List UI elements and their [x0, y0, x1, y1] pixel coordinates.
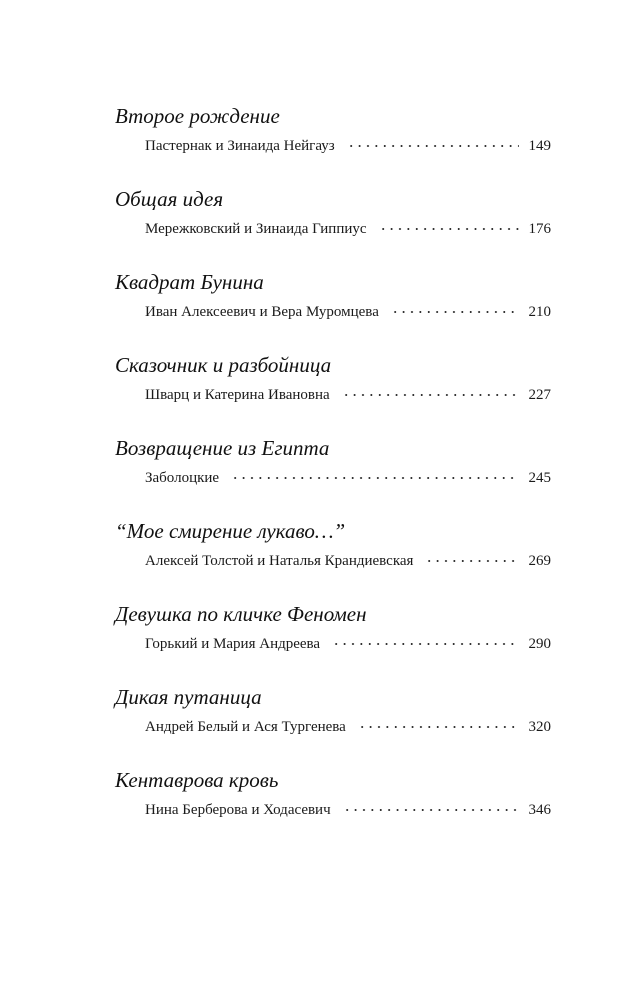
toc-chapter — [0, 352, 644, 422]
toc-entry — [145, 468, 551, 488]
chapter-title: Второе рождение — [115, 104, 280, 128]
chapter-subtitle: Иван Алексеевич и Вера Муромцева — [145, 304, 379, 320]
toc-entry — [145, 800, 551, 820]
chapter-title: “Мое смирение лукаво…” — [115, 519, 346, 543]
toc-chapter — [0, 103, 644, 173]
chapter-title: Кентаврова кровь — [115, 768, 279, 792]
page-number: 210 — [528, 304, 551, 320]
toc-chapter — [0, 601, 644, 671]
chapter-subtitle: Алексей Толстой и Наталья Крандиевская — [145, 553, 414, 569]
page-number: 245 — [528, 470, 551, 486]
toc-chapter — [0, 435, 644, 505]
chapter-subtitle: Горький и Мария Андреева — [145, 636, 321, 652]
toc-entry — [145, 385, 551, 405]
dot-leader — [391, 311, 519, 313]
chapter-subtitle: Пастернак и Зинаида Нейгауз — [145, 138, 335, 154]
chapter-title: Общая идея — [115, 187, 224, 211]
dot-leader — [379, 228, 519, 230]
chapter-title: Девушка по кличке Феномен — [115, 602, 367, 626]
page-number: 320 — [528, 719, 551, 735]
chapter-title: Сказочник и разбойница — [115, 353, 332, 377]
page-number: 176 — [528, 221, 551, 237]
chapter-subtitle: Нина Берберова и Ходасевич — [145, 802, 331, 818]
toc-chapter — [0, 684, 644, 754]
dot-leader — [347, 145, 519, 147]
toc-entry — [145, 551, 551, 571]
toc-entry — [145, 634, 551, 654]
toc-chapter — [0, 767, 644, 837]
toc-chapter — [0, 186, 644, 256]
toc-entry — [145, 136, 551, 156]
toc-entry — [145, 302, 551, 322]
page-number: 149 — [528, 138, 551, 154]
page-number: 227 — [528, 387, 551, 403]
toc-chapter — [0, 269, 644, 339]
chapter-subtitle: Шварц и Катерина Ивановна — [145, 387, 330, 403]
toc-chapter — [0, 518, 644, 588]
dot-leader — [343, 809, 519, 811]
chapter-title: Возвращение из Египта — [115, 436, 330, 460]
page-number: 269 — [528, 553, 551, 569]
dot-leader — [358, 726, 519, 728]
chapter-title: Квадрат Бунина — [115, 270, 264, 294]
dot-leader — [231, 477, 518, 479]
dot-leader — [425, 560, 518, 562]
chapter-subtitle: Заболоцкие — [145, 470, 220, 486]
toc-entry — [145, 717, 551, 737]
chapter-title: Дикая путаница — [115, 685, 262, 709]
dot-leader — [332, 643, 518, 645]
page-number: 346 — [528, 802, 551, 818]
page-number: 290 — [528, 636, 551, 652]
chapter-subtitle: Мережковский и Зинаида Гиппиус — [145, 221, 367, 237]
dot-leader — [342, 394, 519, 396]
toc-entry — [145, 219, 551, 239]
chapter-subtitle: Андрей Белый и Ася Тургенева — [145, 719, 346, 735]
